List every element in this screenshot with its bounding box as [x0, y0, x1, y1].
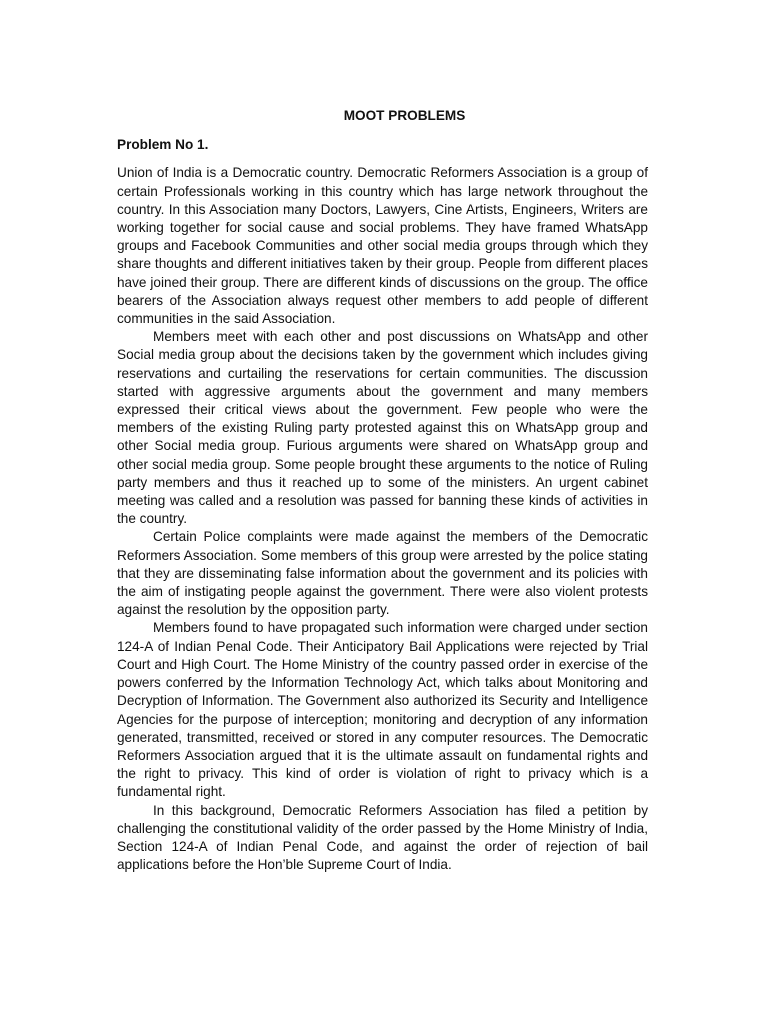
paragraph-discussions: Members meet with each other and post discussions on WhatsApp and other Social media group about the decisions taken by the government which includes giving reservations and curtailing the reservations for certain communities. The discussion started with aggressive arguments about the government and many members expressed their critical views about the government. Few people who were the members of the existing Ruling party protested against this on WhatsApp group and other Social media group. Furious arguments were shared on WhatsApp group and other social media group. Some people brought these arguments to the notice of Ruling party members and thus it reached up to some of the ministers. An urgent cabinet meeting was called and a resolution was passed for banning these kinds of activities in the country.: [117, 329, 648, 527]
paragraph-police-complaints: Certain Police complaints were made against the members of the Democratic Reformers Association. Some members of this group were arrested by the police stating that they are disseminating false information about the government and its policies with the aim of instigating people against the government. There were also violent protests against the resolution by the opposition party.: [117, 529, 648, 618]
document-body: [117, 107, 648, 874]
problem-heading: Problem No 1.: [117, 137, 209, 153]
paragraph-petition: In this background, Democratic Reformers Association has filed a petition by challenging the constitutional validity of the order passed by the Home Ministry of India, Section 124-A of Indian Penal Code, and against the order of rejection of bail applications before the Hon’ble Supreme Court of India.: [117, 802, 648, 873]
paragraph-charges: Members found to have propagated such information were charged under section 124-A of Indian Penal Code. Their Anticipatory Bail Applications were rejected by Trial Court and High Court. The Home Ministry of the country passed order in exercise of the powers conferred by the Information Technology Act, which talks about Monitoring and Decryption of Information. The Government also authorized its Security and Intelligence Agencies for the purpose of interception; monitoring and decryption of any information generated, transmitted, received or stored in any computer resources. The Democratic Reformers Association argued that it is the ultimate assault on fundamental rights and the right to privacy. This kind of order is violation of right to privacy which is a fundamental right.: [117, 620, 648, 800]
document-title: MOOT PROBLEMS: [343, 108, 466, 123]
paragraph-intro: Union of India is a Democratic country. Democratic Reformers Association is a group of certain Professionals working in this country which has large network throughout the country. In this Association many Doctors, Lawyers, Cine Artists, Engineers, Writers are working together for social cause and social problems. They have framed WhatsApp groups and Facebook Communities and other social media groups through which they share thoughts and different initiatives taken by their group. People from different places have joined their group. There are different kinds of discussions on the group. The office bearers of the Association always request other members to add people of different communities in the said Association.: [117, 165, 648, 327]
